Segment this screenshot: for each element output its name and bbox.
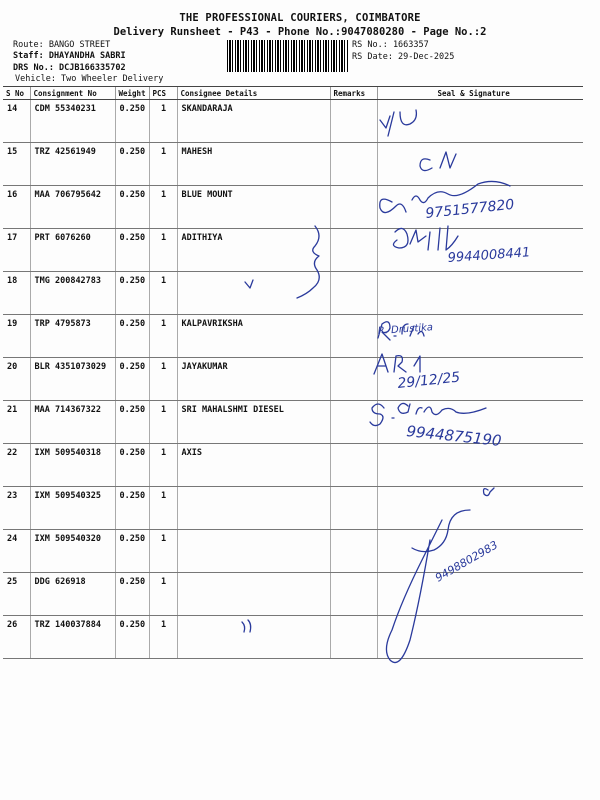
handwritten-date: 29/12/25 bbox=[396, 369, 461, 392]
cell-seal-signature bbox=[377, 100, 583, 143]
table-row bbox=[3, 186, 583, 229]
cell-seal-signature bbox=[377, 573, 583, 616]
table-row bbox=[3, 272, 583, 315]
cell-sno: 15 bbox=[3, 143, 30, 186]
cell-pcs: 1 bbox=[149, 358, 177, 401]
cell-pcs: 1 bbox=[149, 487, 177, 530]
cell-sno: 21 bbox=[3, 401, 30, 444]
table-row bbox=[3, 444, 583, 487]
cell-weight: 0.250 bbox=[115, 100, 149, 143]
cell-weight: 0.250 bbox=[115, 272, 149, 315]
cell-weight: 0.250 bbox=[115, 358, 149, 401]
cell-pcs: 1 bbox=[149, 100, 177, 143]
handwritten-phone-4: 9498802983 bbox=[433, 538, 501, 585]
cell-sno: 16 bbox=[3, 186, 30, 229]
cell-weight: 0.250 bbox=[115, 401, 149, 444]
cell-seal-signature bbox=[377, 143, 583, 186]
rs-date: RS Date: 29-Dec-2025 bbox=[352, 52, 455, 62]
cell-remarks bbox=[330, 444, 377, 487]
drs-label: DRS No.: DCJB166335702 bbox=[13, 63, 126, 73]
cell-pcs: 1 bbox=[149, 530, 177, 573]
runsheet-subtitle: Delivery Runsheet - P43 - Phone No.:9047080280 - Page No.:2 bbox=[113, 26, 487, 38]
vehicle-label: Vehicle: Two Wheeler Delivery bbox=[15, 74, 164, 84]
cell-consignee bbox=[177, 487, 330, 530]
table-row bbox=[3, 616, 583, 659]
handwritten-phone-1: 9751577820 bbox=[424, 196, 516, 222]
route-label: Route: BANGO STREET bbox=[13, 40, 111, 50]
cell-remarks bbox=[330, 573, 377, 616]
cell-pcs: 1 bbox=[149, 315, 177, 358]
cell-sno: 25 bbox=[3, 573, 30, 616]
cell-weight: 0.250 bbox=[115, 143, 149, 186]
cell-consignee: AXIS bbox=[177, 444, 330, 487]
cell-pcs: 1 bbox=[149, 444, 177, 487]
cell-sno: 22 bbox=[3, 444, 30, 487]
cell-consignment: DDG 626918 bbox=[30, 573, 115, 616]
cell-remarks bbox=[330, 229, 377, 272]
cell-weight: 0.250 bbox=[115, 444, 149, 487]
cell-seal-signature bbox=[377, 530, 583, 573]
handwritten-name-1: R. Drustika bbox=[377, 322, 434, 337]
cell-sno: 26 bbox=[3, 616, 30, 659]
cell-consignment: CDM 55340231 bbox=[30, 100, 115, 143]
cell-remarks bbox=[330, 143, 377, 186]
cell-consignment: IXM 509540325 bbox=[30, 487, 115, 530]
col-weight: Weight bbox=[115, 87, 149, 100]
table-header-row bbox=[3, 87, 583, 100]
cell-remarks bbox=[330, 315, 377, 358]
cell-consignment: IXM 509540318 bbox=[30, 444, 115, 487]
cell-consignment: TRZ 42561949 bbox=[30, 143, 115, 186]
cell-remarks bbox=[330, 616, 377, 659]
cell-seal-signature bbox=[377, 616, 583, 659]
cell-weight: 0.250 bbox=[115, 186, 149, 229]
col-seal-signature: Seal & Signature bbox=[377, 87, 583, 100]
cell-consignment: PRT 6076260 bbox=[30, 229, 115, 272]
cell-sno: 20 bbox=[3, 358, 30, 401]
cell-consignment: IXM 509540320 bbox=[30, 530, 115, 573]
cell-consignee: SRI MAHALSHMI DIESEL bbox=[177, 401, 330, 444]
cell-seal-signature bbox=[377, 358, 583, 401]
table-row bbox=[3, 315, 583, 358]
cell-seal-signature bbox=[377, 186, 583, 229]
cell-consignment: MAA 714367322 bbox=[30, 401, 115, 444]
col-remarks: Remarks bbox=[330, 87, 377, 100]
cell-weight: 0.250 bbox=[115, 573, 149, 616]
cell-consignment: TMG 200842783 bbox=[30, 272, 115, 315]
cell-sno: 14 bbox=[3, 100, 30, 143]
cell-seal-signature bbox=[377, 487, 583, 530]
cell-weight: 0.250 bbox=[115, 487, 149, 530]
cell-pcs: 1 bbox=[149, 143, 177, 186]
table-row bbox=[3, 573, 583, 616]
rs-number: RS No.: 1663357 bbox=[352, 40, 429, 50]
cell-remarks bbox=[330, 272, 377, 315]
cell-consignment: TRP 4795873 bbox=[30, 315, 115, 358]
cell-consignment: BLR 4351073029 bbox=[30, 358, 115, 401]
col-sno: S No bbox=[3, 87, 30, 100]
cell-pcs: 1 bbox=[149, 272, 177, 315]
table-row bbox=[3, 358, 583, 401]
cell-pcs: 1 bbox=[149, 573, 177, 616]
cell-weight: 0.250 bbox=[115, 530, 149, 573]
cell-remarks bbox=[330, 358, 377, 401]
table-row bbox=[3, 229, 583, 272]
cell-remarks bbox=[330, 401, 377, 444]
table-row bbox=[3, 100, 583, 143]
cell-remarks bbox=[330, 530, 377, 573]
col-pcs: PCS bbox=[149, 87, 177, 100]
handwritten-phone-2: 9944008441 bbox=[447, 245, 531, 266]
cell-pcs: 1 bbox=[149, 616, 177, 659]
cell-sno: 18 bbox=[3, 272, 30, 315]
cell-consignee: ADITHIYA bbox=[177, 229, 330, 272]
staff-label: Staff: DHAYANDHA SABRI bbox=[13, 51, 126, 61]
cell-weight: 0.250 bbox=[115, 616, 149, 659]
cell-remarks bbox=[330, 186, 377, 229]
table-row bbox=[3, 487, 583, 530]
cell-seal-signature bbox=[377, 229, 583, 272]
cell-seal-signature bbox=[377, 272, 583, 315]
cell-sno: 23 bbox=[3, 487, 30, 530]
cell-consignee bbox=[177, 573, 330, 616]
runsheet-table bbox=[3, 86, 583, 659]
cell-remarks bbox=[330, 487, 377, 530]
cell-seal-signature bbox=[377, 315, 583, 358]
cell-consignee bbox=[177, 530, 330, 573]
table-row bbox=[3, 530, 583, 573]
cell-consignee: KALPAVRIKSHA bbox=[177, 315, 330, 358]
cell-consignee bbox=[177, 616, 330, 659]
cell-consignee: BLUE MOUNT bbox=[177, 186, 330, 229]
cell-pcs: 1 bbox=[149, 401, 177, 444]
cell-sno: 19 bbox=[3, 315, 30, 358]
col-consignee: Consignee Details bbox=[177, 87, 330, 100]
table-row bbox=[3, 143, 583, 186]
barcode bbox=[227, 40, 348, 72]
table-row bbox=[3, 401, 583, 444]
cell-consignment: MAA 706795642 bbox=[30, 186, 115, 229]
cell-pcs: 1 bbox=[149, 229, 177, 272]
cell-pcs: 1 bbox=[149, 186, 177, 229]
cell-consignment: TRZ 140037884 bbox=[30, 616, 115, 659]
cell-remarks bbox=[330, 100, 377, 143]
cell-consignee: SKANDARAJA bbox=[177, 100, 330, 143]
cell-weight: 0.250 bbox=[115, 229, 149, 272]
cell-sno: 17 bbox=[3, 229, 30, 272]
cell-sno: 24 bbox=[3, 530, 30, 573]
cell-weight: 0.250 bbox=[115, 315, 149, 358]
runsheet-title: THE PROFESSIONAL COURIERS, COIMBATORE bbox=[179, 12, 421, 24]
cell-consignee bbox=[177, 272, 330, 315]
cell-consignee: JAYAKUMAR bbox=[177, 358, 330, 401]
cell-consignee: MAHESH bbox=[177, 143, 330, 186]
handwritten-phone-3: 9944875190 bbox=[405, 422, 503, 450]
cell-seal-signature bbox=[377, 401, 583, 444]
col-consignment: Consignment No bbox=[30, 87, 115, 100]
cell-seal-signature bbox=[377, 444, 583, 487]
